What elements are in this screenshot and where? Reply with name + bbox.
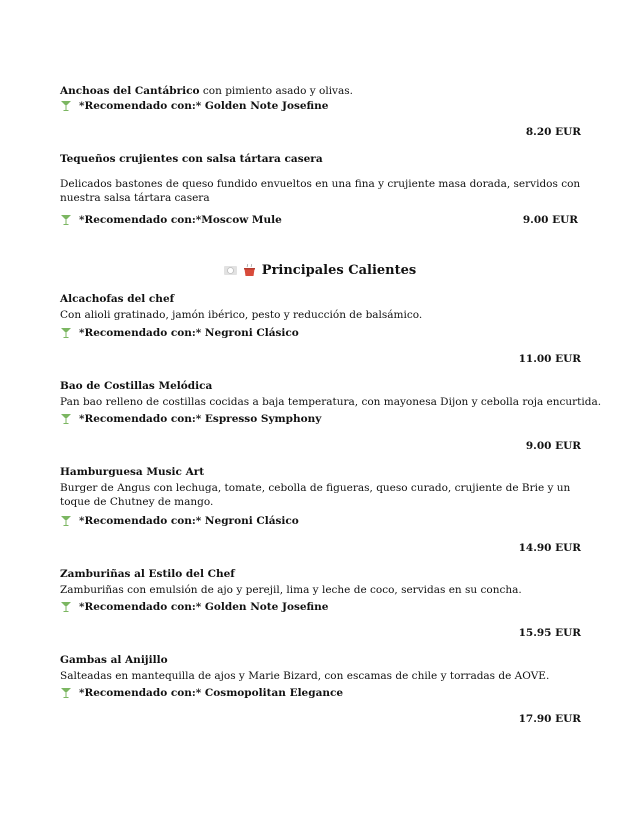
recommendation-text: *Recomendado con:* Negroni Clásico xyxy=(79,515,299,527)
dish-name: Bao de Costillas Melódica xyxy=(60,380,213,392)
plate-icon xyxy=(224,264,237,277)
section-heading xyxy=(0,263,640,278)
dish-description: Delicados bastones de queso fundido envueltos en una fina y crujiente masa dorada, servidos con nuestra salsa tártara casera xyxy=(60,178,581,204)
cooking-pot-icon xyxy=(243,264,256,277)
cocktail-glass-icon xyxy=(60,214,72,226)
dish-price: 15.95 EUR xyxy=(518,627,581,639)
dish-description: con pimiento asado y olivas. xyxy=(199,85,353,97)
cocktail-glass-icon xyxy=(60,100,72,112)
dish-name: Gambas al Anijillo xyxy=(60,654,168,666)
dish-name: Anchoas del Cantábrico xyxy=(60,85,200,97)
recommendation xyxy=(60,601,329,613)
dish-price: 9.00 EUR xyxy=(525,440,581,452)
dish-name: Hamburguesa Music Art xyxy=(60,466,205,478)
section-title: Principales Calientes xyxy=(261,263,417,278)
recommendation-text: *Recomendado con:*Moscow Mule xyxy=(79,214,282,226)
dish-description: Pan bao relleno de costillas cocidas a baja temperatura, con mayonesa Dijon y cebolla roja encurtida. xyxy=(60,396,602,408)
recommendation-text: *Recomendado con:* Negroni Clásico xyxy=(79,327,299,339)
cocktail-glass-icon xyxy=(60,515,72,527)
dish-price: 9.00 EUR xyxy=(522,214,578,226)
cocktail-glass-icon xyxy=(60,327,72,339)
dish-price: 14.90 EUR xyxy=(518,542,581,554)
cocktail-glass-icon xyxy=(60,413,72,425)
recommendation-text: *Recomendado con:* Golden Note Josefine xyxy=(79,601,329,613)
recommendation xyxy=(60,687,343,699)
recommendation xyxy=(60,214,282,226)
dish-name: Alcachofas del chef xyxy=(60,293,175,305)
dish-name: Zamburiñas al Estilo del Chef xyxy=(60,568,235,580)
recommendation-text: *Recomendado con:* Golden Note Josefine xyxy=(79,100,329,112)
recommendation xyxy=(60,327,299,339)
recommendation-text: *Recomendado con:* Cosmopolitan Elegance xyxy=(79,687,344,699)
menu-item-anchoas xyxy=(60,84,353,98)
dish-name: Tequeños crujientes con salsa tártara casera xyxy=(60,153,323,165)
recommendation xyxy=(60,100,329,112)
dish-description: Burger de Angus con lechuga, tomate, cebolla de figueras, queso curado, crujiente de Brie y un toque de Chutney de mango. xyxy=(60,482,571,508)
dish-price: 17.90 EUR xyxy=(518,713,581,725)
dish-price: 11.00 EUR xyxy=(518,353,581,365)
cocktail-glass-icon xyxy=(60,601,72,613)
recommendation xyxy=(60,413,321,425)
dish-description: Salteadas en mantequilla de ajos y Marie Bizard, con escamas de chile y torradas de AOVE. xyxy=(60,670,550,682)
dish-description: Zamburiñas con emulsión de ajo y perejil, lima y leche de coco, servidas en su concha. xyxy=(60,584,522,596)
recommendation-text: *Recomendado con:* Espresso Symphony xyxy=(79,413,322,425)
dish-price: 8.20 EUR xyxy=(525,126,581,138)
cocktail-glass-icon xyxy=(60,687,72,699)
recommendation xyxy=(60,515,299,527)
dish-description: Con alioli gratinado, jamón ibérico, pesto y reducción de balsámico. xyxy=(60,309,423,321)
